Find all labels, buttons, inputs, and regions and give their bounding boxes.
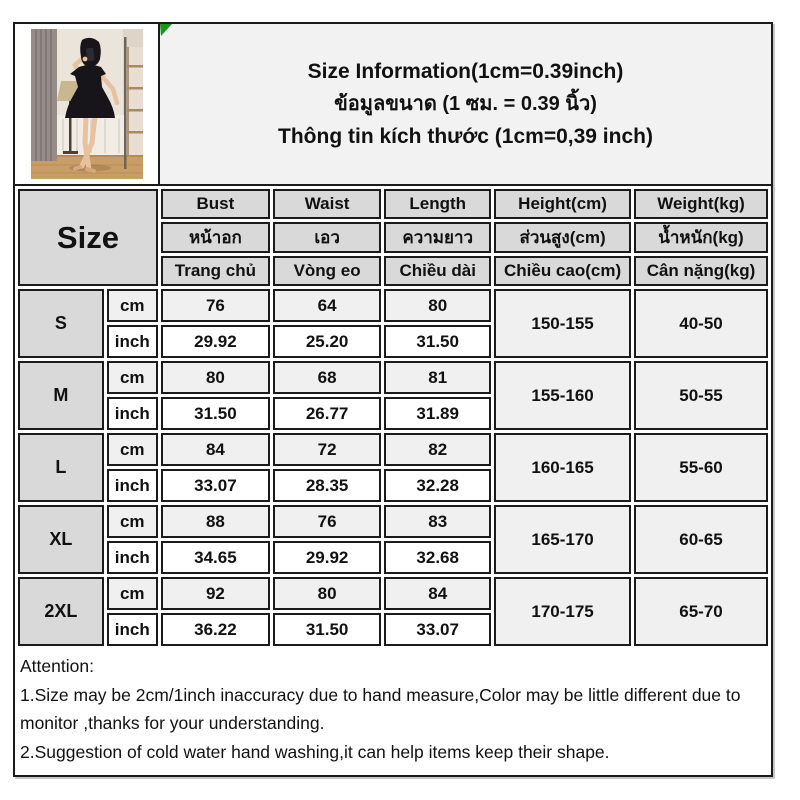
green-corner-marker-icon [160,24,173,37]
col-header-bust-vi: Trang chủ [161,256,270,286]
col-header-height-en: Height(cm) [494,189,631,219]
unit-label-inch: inch [107,541,158,574]
weight-range: 65-70 [634,577,768,646]
size-row-l-cm [18,433,768,466]
size-label: S [18,289,104,358]
height-range: 150-155 [494,289,631,358]
bust-cm-value: 80 [161,361,270,394]
size-row-xl-cm [18,505,768,538]
size-row-m-cm [18,361,768,394]
height-range: 160-165 [494,433,631,502]
col-header-height-vi: Chiều cao(cm) [494,256,631,286]
length-inch-value: 33.07 [384,613,491,646]
weight-range: 55-60 [634,433,768,502]
unit-label-cm: cm [107,289,158,322]
bust-inch-value: 31.50 [161,397,270,430]
weight-range: 50-55 [634,361,768,430]
unit-label-inch: inch [107,469,158,502]
size-label: XL [18,505,104,574]
col-header-bust-th: หน้าอก [161,222,270,253]
length-inch-value: 32.68 [384,541,491,574]
size-row-s-cm [18,289,768,322]
waist-cm-value: 76 [273,505,381,538]
size-table [15,186,771,649]
waist-inch-value: 29.92 [273,541,381,574]
size-row-2xl-cm [18,577,768,610]
bust-inch-value: 36.22 [161,613,270,646]
waist-cm-value: 64 [273,289,381,322]
waist-cm-value: 68 [273,361,381,394]
length-inch-value: 32.28 [384,469,491,502]
unit-label-cm: cm [107,433,158,466]
bust-cm-value: 88 [161,505,270,538]
waist-cm-value: 72 [273,433,381,466]
col-header-bust-en: Bust [161,189,270,219]
attention-heading: Attention: [20,656,94,676]
unit-label-inch: inch [107,325,158,358]
bust-cm-value: 84 [161,433,270,466]
length-cm-value: 83 [384,505,491,538]
attention-section [15,649,771,766]
unit-label-inch: inch [107,613,158,646]
col-header-weight-en: Weight(kg) [634,189,768,219]
height-range: 165-170 [494,505,631,574]
top-section [15,24,771,186]
attention-note-1: 1.Size may be 2cm/1inch inaccuracy due to hand measure,Color may be little different due to monitor ,thanks for your understanding. [20,684,741,733]
length-cm-value: 84 [384,577,491,610]
size-header-cell: Size [18,189,158,286]
length-cm-value: 80 [384,289,491,322]
col-header-waist-th: เอว [273,222,381,253]
col-header-height-th: ส่วนสูง(cm) [494,222,631,253]
size-label: M [18,361,104,430]
title-thai: ข้อมูลขนาด (1 ซม. = 0.39 นิ้ว) [334,93,597,115]
title-vietnamese: Thông tin kích thước (1cm=0,39 inch) [278,125,653,148]
size-label: 2XL [18,577,104,646]
waist-inch-value: 28.35 [273,469,381,502]
bust-inch-value: 29.92 [161,325,270,358]
height-range: 170-175 [494,577,631,646]
title-english: Size Information(1cm=0.39inch) [307,60,624,83]
bust-inch-value: 34.65 [161,541,270,574]
weight-range: 60-65 [634,505,768,574]
bust-cm-value: 92 [161,577,270,610]
attention-note-2: 2.Suggestion of cold water hand washing,it can help items keep their shape. [20,741,610,762]
weight-range: 40-50 [634,289,768,358]
col-header-length-vi: Chiều dài [384,256,491,286]
waist-inch-value: 25.20 [273,325,381,358]
col-header-waist-vi: Vòng eo [273,256,381,286]
unit-label-cm: cm [107,577,158,610]
waist-inch-value: 26.77 [273,397,381,430]
size-label: L [18,433,104,502]
waist-inch-value: 31.50 [273,613,381,646]
col-header-weight-vi: Cân nặng(kg) [634,256,768,286]
unit-label-cm: cm [107,505,158,538]
height-range: 155-160 [494,361,631,430]
header-row-english [18,189,768,219]
title-cell [160,24,771,184]
waist-cm-value: 80 [273,577,381,610]
bust-inch-value: 33.07 [161,469,270,502]
unit-label-cm: cm [107,361,158,394]
length-cm-value: 81 [384,361,491,394]
length-cm-value: 82 [384,433,491,466]
size-chart-sheet [13,22,773,777]
bust-cm-value: 76 [161,289,270,322]
product-photo [31,29,143,179]
col-header-length-th: ความยาว [384,222,491,253]
length-inch-value: 31.50 [384,325,491,358]
length-inch-value: 31.89 [384,397,491,430]
col-header-weight-th: น้ำหนัก(kg) [634,222,768,253]
col-header-waist-en: Waist [273,189,381,219]
product-photo-cell [15,24,160,184]
unit-label-inch: inch [107,397,158,430]
col-header-length-en: Length [384,189,491,219]
